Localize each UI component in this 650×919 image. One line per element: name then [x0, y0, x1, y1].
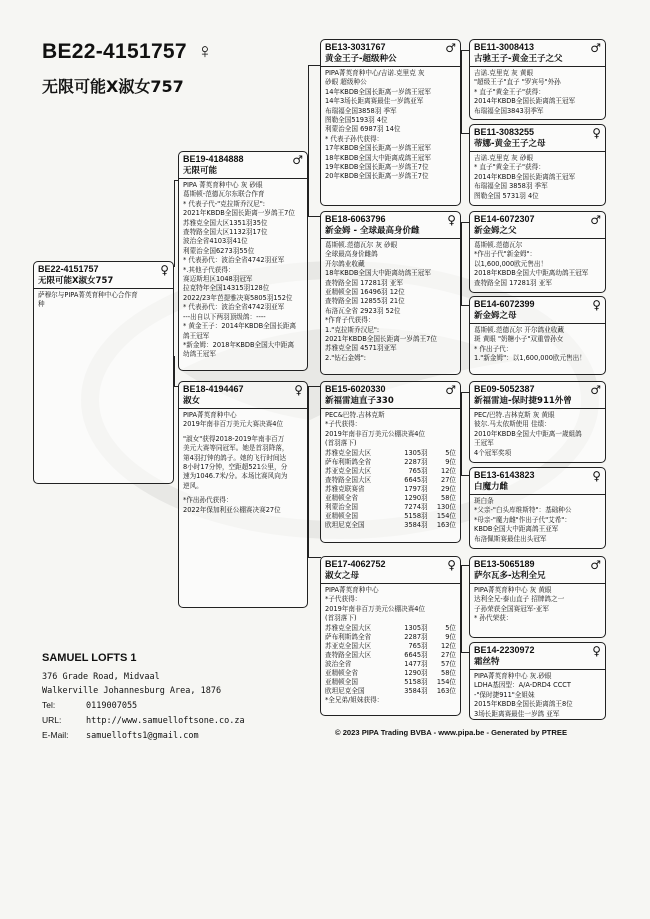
table-row: 亚精顿全国 5158羽 154位 — [325, 511, 456, 520]
tel-value: 0119007055 — [86, 701, 138, 711]
bird-notes: 萨穆尔与PIPA菁英育种中心合作育 种 — [38, 291, 138, 309]
loft-contact — [42, 652, 302, 743]
ring-number: BE15-6020330 — [325, 384, 386, 394]
bird-notes: 吉诺.克里克 灰 砂眼 * 直子"黄金王子"获得： 2014年KBDB全国长距离鸽王冠军 布瑞福全国 3858羽 季军 图勒全国 5731羽 4位 — [474, 154, 576, 200]
bird-name: 无限可能X淑女757 — [34, 275, 173, 289]
ring-number: BE14-6072307 — [474, 214, 535, 224]
pedigree-sire — [178, 151, 308, 371]
table-row: 欧坦尼克全国 3584羽 163位 — [325, 686, 456, 695]
ring-number: BE22-4151757 — [38, 264, 99, 274]
bird-notes: PEC/巴特.吉林克斯 灰 黄眼 彼尔.马太依斯使用 佳绩： 2010年KBDB全国大中距离一歲組鸽 王冠军 4个冠军奖项 — [474, 411, 582, 457]
pedigree-ggp-sss — [469, 39, 606, 120]
table-row: 查特路全国大区 6645羽 27位 — [325, 475, 456, 484]
female-icon: ♀ — [447, 213, 456, 227]
pedigree-ggp-ssd — [469, 124, 606, 206]
pedigree-ggp-dds — [469, 556, 606, 638]
page-subtitle: 无限可能X淑女757 — [42, 77, 184, 96]
table-row: 亚精顿全国 5158羽 154位 — [325, 677, 456, 686]
title-ring: BE22-4151757 — [42, 40, 187, 63]
bird-name: 新金姆之母 — [470, 310, 605, 324]
table-row: 苏亚克全国大区 765羽 12位 — [325, 466, 456, 475]
bird-name: 古驰王子-黄金王子之父 — [470, 53, 605, 67]
table-row: 苏雅克联赛省 1797羽 29位 — [325, 484, 456, 493]
tel-label: Tel: — [42, 700, 56, 710]
pedigree-subject — [33, 261, 174, 484]
ring-number: BE13-6143823 — [474, 470, 535, 480]
male-icon: ♂ — [292, 153, 303, 167]
bird-notes: PIPA菁英育种中心 灰 黄眼 达利全兄-泰山直子 招牌鸽之一 子孙荣获全国赛冠军-亚军 * 孙代荣获： — [474, 586, 565, 623]
url-line — [42, 713, 302, 728]
table-row: 欧坦尼克全国 3584羽 163位 — [325, 520, 456, 529]
table-row: 波治全省 1477羽 57位 — [325, 659, 456, 668]
bird-name: 新金姆之父 — [470, 225, 605, 239]
loft-name: SAMUEL LOFTS 1 — [42, 652, 137, 664]
bird-name: 黄金王子-超级种公 — [321, 53, 460, 67]
bird-notes: PIPA菁英育种中心 灰.砂眼 LDHA基因型：A/A-DRD4 CCCT -"保时捷911"全姐妹 2015年KBDB全国长距离鸽王8位 3场长距离赛最佳一岁鸽 亚军 — [474, 672, 573, 718]
results-table — [325, 624, 456, 696]
ring-number: BE18-4194467 — [183, 384, 244, 394]
table-row: 查特路全国大区 6645羽 27位 — [325, 650, 456, 659]
male-icon: ♂ — [590, 41, 601, 55]
bird-notes: 葛斯顿.范德瓦尔 开尔鸽业收藏 斑 黄眼 "奶糖小子"双重曾孙女 * 作出子代： 1."新金姆"：以1,600,000欧元售出！ — [474, 326, 586, 363]
male-icon: ♂ — [590, 383, 601, 397]
female-icon: ♀ — [592, 644, 601, 658]
address-line: 376 Grade Road, Midvaal — [42, 672, 160, 682]
pedigree-dam-dam — [320, 556, 461, 716]
pedigree-ggp-dss — [469, 381, 606, 463]
bird-notes: 葛斯顿.范德瓦尔 灰 砂眼 全球最高身价雌鸽 开尔鸽业收藏 18年KBDB全国大中距离幼鸽王冠军 查特路全国 17281羽 亚军 亚精顿全国 16496羽 12位 查特路全国 12855羽 21位 布洛瓦全省 2923羽 52位 *作育子代获得： 1."克拉斯乔汉尼": 2021年KBDB全国长距离一岁鸽王7位 苏雅克全国 4571羽亚军 2."钻石金姆": — [325, 241, 437, 362]
pedigree-ggp-sdd — [469, 296, 606, 375]
page-title — [42, 40, 213, 64]
male-icon: ♂ — [445, 383, 456, 397]
male-icon: ♂ — [590, 213, 601, 227]
ring-number: BE13-3031767 — [325, 42, 386, 52]
ring-number: BE14-2230972 — [474, 645, 535, 655]
url-link[interactable]: http://www.samuelloftsone.co.za — [86, 716, 245, 726]
bird-notes: PIPA菁英育种中心 *子代获得： 2019年南非百万美元公棚决赛4位 (首羽落下) 苏雅克全国大区 1305羽 5位 萨布利斯鸽全省 2287羽 9位 苏亚克全国大区 765羽 12位 查特路全国大区 6645羽 27位 波治全省 1477羽 57位 亚精顿全省 1290羽 58位 亚精顿全国 5158羽 154位 欧坦尼克全国 3584羽 163位 *全兄弟/姐妹获得： — [325, 586, 456, 704]
female-icon: ♀ — [294, 383, 303, 397]
bird-name: 萨尔瓦多-达利全兄 — [470, 570, 605, 584]
copyright-line: © 2023 PIPA Trading BVBA - www.pipa.be - Generated by PTREE — [335, 728, 568, 737]
email-link[interactable]: samuellofts1@gmail.com — [86, 731, 199, 741]
female-icon: ♀ — [447, 558, 456, 572]
ring-number: BE11-3083255 — [474, 127, 535, 137]
table-row: 苏雅克全国大区 1305羽 5位 — [325, 448, 456, 457]
table-row: 亚精顿全省 1290羽 58位 — [325, 668, 456, 677]
ring-number: BE09-5052387 — [474, 384, 535, 394]
bird-notes: 葛斯顿.范德瓦尔 *作出子代"新金姆"： 以1,600,000欧元售出！ 2018年KBDB全国大中距离幼鸽王冠军 查特路全国 17281羽 亚军 — [474, 241, 589, 287]
url-label: URL: — [42, 715, 62, 725]
bird-name: 新福雷迪-保时捷911外曾 — [470, 395, 605, 409]
results-table — [325, 449, 456, 530]
female-icon: ♀ — [592, 126, 601, 140]
bird-notes: PEC&巴特.吉林克斯 *子代获得： 2019年南非百万美元公棚决赛4位 (首羽落下) 苏雅克全国大区 1305羽 5位 萨布利斯鸽全省 2287羽 9位 苏亚克全国大区 765羽 12位 查特路全国大区 6645羽 27位 苏雅克联赛省 1797羽 29位 亚精顿全省 1290羽 58位 利蒙治全国 7274羽 130位 亚精顿全国 5158羽 154位 欧坦尼克全国 3584羽 163位 — [325, 411, 456, 529]
bird-notes: PIPA 菁英育种中心 灰 砂眼 葛斯顿-范德瓦尔东联合作育 * 代表子代-"克拉斯乔汉尼": 2021年KBDB全国长距离一岁鸽王7位 苏雅克全国大区1351羽35位 查特路全国大区1132羽17位 波治全省4103羽41位 利蒙治全国6273羽55位 * 代表孙代：波治全省4742羽亚军 *.其他子代获得： 赛迈斯坦区1048羽冠军 拉克特年全国14315羽128位 2022/23年芭提雅决赛5805羽152位 * 代表孙代：波治全省4742羽亚军 ---出自以下两羽顶级鸽：---- * 黄金王子：2014年KBDB全国长距离 鸽王冠军 *新金姆：2018年KBDB全国大中距离 幼鸽王冠军 — [183, 181, 297, 359]
female-icon: ♀ — [160, 263, 169, 277]
female-icon: ♀ — [592, 469, 601, 483]
ring-number: BE13-5065189 — [474, 559, 535, 569]
female-icon: ♀ — [592, 298, 601, 312]
table-row: 苏雅克全国大区 1305羽 5位 — [325, 623, 456, 632]
pedigree-ggp-dsd — [469, 467, 606, 549]
email-line — [42, 728, 302, 743]
pedigree-ggp-sds — [469, 211, 606, 293]
bird-name: 蒂娜-黄金王子之母 — [470, 138, 605, 152]
table-row: 苏亚克全国大区 765羽 12位 — [325, 641, 456, 650]
ring-number: BE14-6072399 — [474, 299, 535, 309]
bird-name: 无限可能 — [179, 165, 307, 179]
email-label: E-Mail: — [42, 730, 69, 740]
pedigree-sire-dam — [320, 211, 461, 375]
female-icon: ♀ — [197, 40, 214, 63]
pedigree-ggp-ddd — [469, 642, 606, 720]
ring-number: BE19-4184888 — [183, 154, 244, 164]
ring-number: BE18-6063796 — [325, 214, 386, 224]
table-row: 亚精顿全省 1290羽 58位 — [325, 493, 456, 502]
bird-notes: 吉诺.克里克 灰 黄眼 "超级王子"直子 "罗宾号"外孙 * 直子"黄金王子"获得： 2014年KBDB全国长距离鸽王冠军 布瑞福全国3843羽季军 — [474, 69, 576, 115]
male-icon: ♂ — [445, 41, 456, 55]
pedigree-dam-sire — [320, 381, 461, 543]
pedigree-sire-sire — [320, 39, 461, 206]
tel-line — [42, 698, 302, 713]
table-row: 萨布利斯鸽全省 2287羽 9位 — [325, 457, 456, 466]
bird-name: 白魔力雌 — [470, 481, 605, 495]
bird-notes: PIPA菁英育种中心 2019年南非百万美元大赛决赛4位 "淑女"获得2018-2019年南非百万 美元大赛等同冠军。她是首羽降落， 第4羽打钟的鸽子。她的飞行时间达 8小时17分钟，空距超521公里，分 速为1046.7米/分。本场比赛风向为 逆风。 *作出孙代获得： 2022年保加利亚公棚赛决赛27位 — [183, 411, 289, 514]
bird-notes: PIPA菁英育种中心/吉诺.克里克 灰 砂眼 超级种公 14年KBDB全国长距离一岁鸽王冠军 14年3场长距离赛最佳一岁鸽亚军 布瑞福全国3858羽 季军 图勒全国5193羽 4位 利蒙治全国 6987羽 14位 * 代表子孙代获得： 17年KBDB全国长距离一岁鸽王冠军 18年KBDB全国大中距离成鸽王冠军 19年KBDB全国长距离一岁鸽王7位 20年KBDB全国长距离一岁鸽王7位 — [325, 69, 431, 181]
bird-name: 新福雷迪直子330 — [321, 395, 460, 409]
bird-name: 新金姆 - 全球最高身价雌 — [321, 225, 460, 239]
ring-number: BE17-4062752 — [325, 559, 386, 569]
table-row: 萨布利斯鸽全省 2287羽 9位 — [325, 632, 456, 641]
male-icon: ♂ — [590, 558, 601, 572]
bird-notes: 斑白条 *父亲-"白头库维斯特"：基础种公 *母亲-"魔力雌"作出子代"艾希"： KBDB全国大中距离鸽王亚军 布洛佩斯赛最佳出头冠军 — [474, 497, 572, 543]
address-line: Walkerville Johannesburg Area, 1876 — [42, 686, 222, 696]
pedigree-dam — [178, 381, 308, 608]
table-row: 利蒙治全国 7274羽 130位 — [325, 502, 456, 511]
ring-number: BE11-3008413 — [474, 42, 535, 52]
bird-name: 淑女 — [179, 395, 307, 409]
bird-name: 淑女之母 — [321, 570, 460, 584]
bird-name: 霜丝特 — [470, 656, 605, 670]
